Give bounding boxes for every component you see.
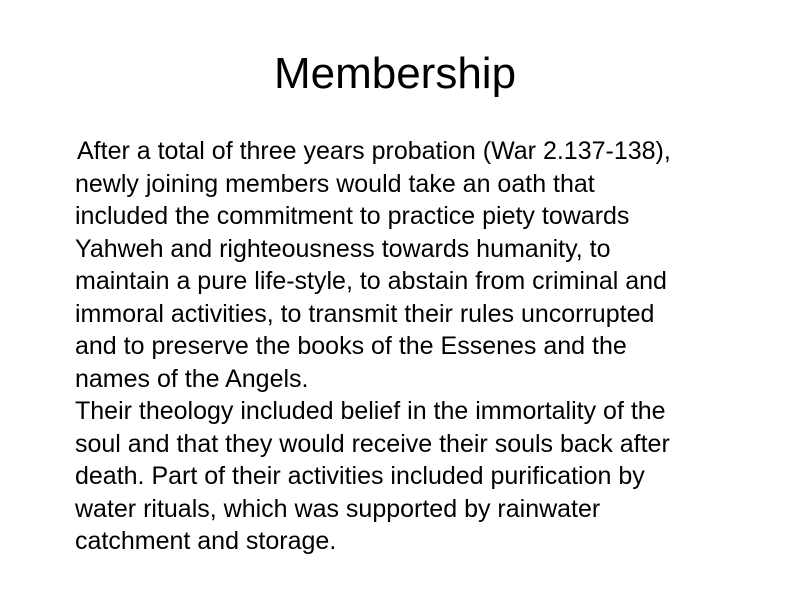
body-line: included the commitment to practice piety towards (75, 202, 630, 230)
body-line: death. Part of their activities included purification by (75, 462, 645, 490)
body-line: newly joining members would take an oath that (75, 169, 595, 198)
body-line: maintain a pure life-style, to abstain from criminal and (75, 267, 667, 295)
body-line: catchment and storage. (75, 527, 337, 555)
body-line: and to preserve the books of the Essenes and the (75, 332, 627, 360)
slide-body (75, 135, 775, 558)
body-line: Yahweh and righteousness towards humanity, to (75, 234, 611, 263)
body-line: After a total of three years probation (War 2.137-138), (77, 137, 671, 165)
body-line: names of the Angels. (75, 364, 309, 393)
body-line: immoral activities, to transmit their rules uncorrupted (75, 299, 655, 328)
body-line: water rituals, which was supported by rainwater (75, 494, 601, 523)
slide-title: Membership (273, 49, 517, 98)
body-line: soul and that they would receive their souls back after (75, 429, 670, 458)
body-line: Their theology included belief in the immortality of the (75, 397, 666, 425)
